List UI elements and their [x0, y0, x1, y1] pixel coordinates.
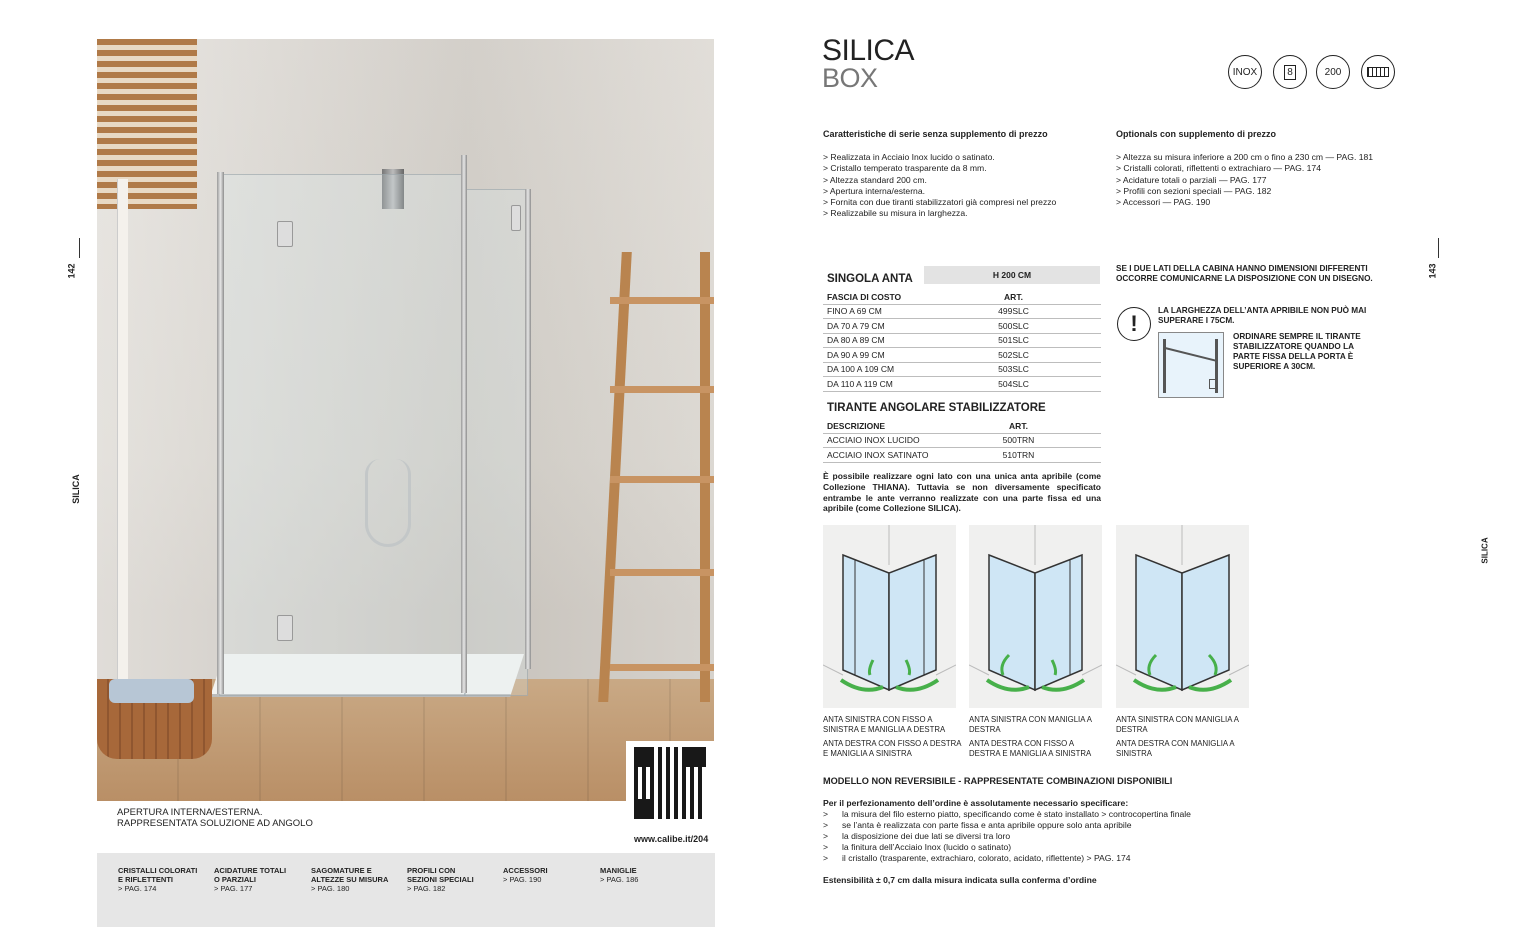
- diagram-caption: ANTA SINISTRA CON FISSO A SINISTRA E MANIGLIA A DESTRA ANTA DESTRA CON FISSO A DESTRA E MANIGLIA A SINISTRA: [823, 715, 962, 758]
- tie-rod-diagram: [1158, 332, 1224, 398]
- footer-item: CRISTALLI COLORATI E RIFLETTENTI > PAG. 174: [118, 866, 198, 893]
- page-number-left: 142: [66, 263, 77, 279]
- configuration-paragraph: È possibile realizzare ogni lato con una unica anta apribile (come Collezione THIANA). Tuttavia se non diversamente specificato entrambe le ante verranno realizzate con una parte fissa ed una apribile (come Collezione SILICA).: [823, 471, 1101, 514]
- towel: [109, 679, 194, 703]
- divider-line: [79, 238, 80, 258]
- window-blinds: [97, 39, 197, 209]
- inox-icon: INOX: [1228, 55, 1262, 89]
- table1-title: SINGOLA ANTA: [827, 273, 913, 285]
- list-item: > il cristallo (trasparente, extrachiaro, colorato, acidato, riflettente) > PAG. 174: [823, 853, 1131, 863]
- profile-center: [461, 155, 467, 693]
- note-dimensions: SE I DUE LATI DELLA CABINA HANNO DIMENSIONI DIFFERENTI OCCORRE COMUNICARNE LA DISPOSIZIONE CON UN DISEGNO.: [1116, 264, 1373, 283]
- diagram-caption: ANTA SINISTRA CON MANIGLIA A DESTRA ANTA DESTRA CON FISSO A DESTRA E MANIGLIA A SINISTRA: [969, 715, 1092, 758]
- custom-size-icon: [1361, 55, 1395, 89]
- qr-pattern: [634, 747, 706, 819]
- side-label-right: SILICA: [1480, 537, 1490, 564]
- side-label-left: SILICA: [70, 474, 81, 504]
- list-item: > la finitura dell’Acciaio Inox (lucido o satinato): [823, 842, 1012, 852]
- list-item: > la misura del filo esterno piatto, specificando come è stato installato > controcopertina finale: [823, 809, 1191, 819]
- table-row: DA 70 A 79 CM 500SLC: [823, 319, 1101, 334]
- extensibility-note: Estensibilità ± 0,7 cm dalla misura indicata sulla conferma d’ordine: [823, 875, 1097, 885]
- non-reversible-note: MODELLO NON REVERSIBILE - RAPPRESENTATE COMBINAZIONI DISPONIBILI: [823, 776, 1173, 786]
- profile-left: [217, 172, 224, 694]
- glass-panel-front: [219, 174, 466, 696]
- shower-config-illustration: [969, 525, 1102, 708]
- standard-heading: Caratteristiche di serie senza supplemento di prezzo: [823, 129, 1048, 139]
- page-number-right: 143: [1427, 263, 1438, 279]
- note-width: LA LARGHEZZA DELL’ANTA APRIBILE NON PUÒ MAI SUPERARE I 75CM.: [1158, 306, 1367, 325]
- hinge-bottom: [277, 615, 293, 641]
- config-diagram-1: [823, 525, 956, 708]
- product-title: SILICA: [822, 34, 915, 67]
- config-diagram-2: [969, 525, 1102, 708]
- warning-icon: !: [1117, 307, 1151, 341]
- table-row: DA 100 A 109 CM 503SLC: [823, 362, 1101, 377]
- table-row: DA 80 A 89 CM 501SLC: [823, 333, 1101, 348]
- note-tie-rod: ORDINARE SEMPRE IL TIRANTE STABILIZZATORE QUANDO LA PARTE FISSA DELLA PORTA È SUPERIORE A 30CM.: [1233, 332, 1361, 371]
- shower-config-illustration: [823, 525, 956, 708]
- order-title: Per il perfezionamento dell’ordine è assolutamente necessario specificare:: [823, 798, 1129, 808]
- height-icon: 200: [1316, 55, 1350, 89]
- table2-title: TIRANTE ANGOLARE STABILIZZATORE: [827, 402, 1046, 414]
- table1: FASCIA DI COSTO ART. FINO A 69 CM 499SLC DA 70 A 79 CM 500SLC DA 80 A 89 CM 501SLC DA 90 A 99 CM 502SLC DA 100 A 109 CM 503SLC DA 110 A 119 CM 504SLC: [823, 290, 1101, 392]
- footer-item: MANIGLIE > PAG. 186: [600, 866, 639, 884]
- table1-height-header: H 200 CM: [924, 266, 1100, 284]
- thickness-icon: 8: [1273, 55, 1307, 89]
- table2: DESCRIZIONE ART. ACCIAIO INOX LUCIDO 500TRN ACCIAIO INOX SATINATO 510TRN: [823, 419, 1101, 463]
- qr-url[interactable]: www.calibe.it/204: [634, 834, 709, 844]
- config-diagram-3: [1116, 525, 1249, 708]
- table-row: DA 90 A 99 CM 502SLC: [823, 348, 1101, 363]
- table-row: ACCIAIO INOX SATINATO 510TRN: [823, 448, 1101, 463]
- footer-item: SAGOMATURE E ALTEZZE SU MISURA > PAG. 180: [311, 866, 389, 893]
- glass-panel-side: [464, 189, 528, 696]
- diagram-caption: ANTA SINISTRA CON MANIGLIA A DESTRA ANTA DESTRA CON MANIGLIA A SINISTRA: [1116, 715, 1239, 758]
- footer-item: ACCESSORI > PAG. 190: [503, 866, 548, 884]
- product-subtitle: BOX: [822, 63, 878, 93]
- list-item: > la disposizione dei due lati se diversi tra loro: [823, 831, 1011, 841]
- footer-item: PROFILI CON SEZIONI SPECIALI > PAG. 182: [407, 866, 474, 893]
- window-frame: [117, 179, 128, 699]
- standard-list: > Realizzata in Acciaio Inox lucido o satinato. > Cristallo temperato trasparente da 8 mm. > Altezza standard 200 cm. > Apertura interna/esterna. > Fornita con due tiranti stabilizzatori già compresi nel prezzo > Realizzabile su misura in larghezza.: [823, 152, 1057, 219]
- profile-right: [525, 189, 531, 669]
- hinge-top: [277, 221, 293, 247]
- shower-config-illustration: [1116, 525, 1249, 708]
- optional-heading: Optionals con supplemento di prezzo: [1116, 129, 1277, 139]
- product-photo: [97, 39, 714, 801]
- optional-list: > Altezza su misura inferiore a 200 cm o fino a 230 cm — PAG. 181 > Cristalli colorati, riflettenti o extrachiaro — PAG. 174 > Acidature totali o parziali — PAG. 177 > Profili con sezioni speciali — PAG. 182 > Accessori — PAG. 190: [1116, 152, 1374, 208]
- footer-item: ACIDATURE TOTALI O PARZIALI > PAG. 177: [214, 866, 287, 893]
- table-row: FINO A 69 CM 499SLC: [823, 304, 1101, 319]
- table-row: DA 110 A 119 CM 504SLC: [823, 377, 1101, 392]
- table-row: ACCIAIO INOX LUCIDO 500TRN: [823, 433, 1101, 448]
- photo-caption: APERTURA INTERNA/ESTERNA. RAPPRESENTATA SOLUZIONE AD ANGOLO: [117, 807, 313, 829]
- order-list: [823, 809, 1191, 864]
- qr-code[interactable]: [626, 741, 714, 831]
- list-item: > se l’anta è realizzata con parte fissa e anta apribile oppure solo anta apribile: [823, 820, 1132, 830]
